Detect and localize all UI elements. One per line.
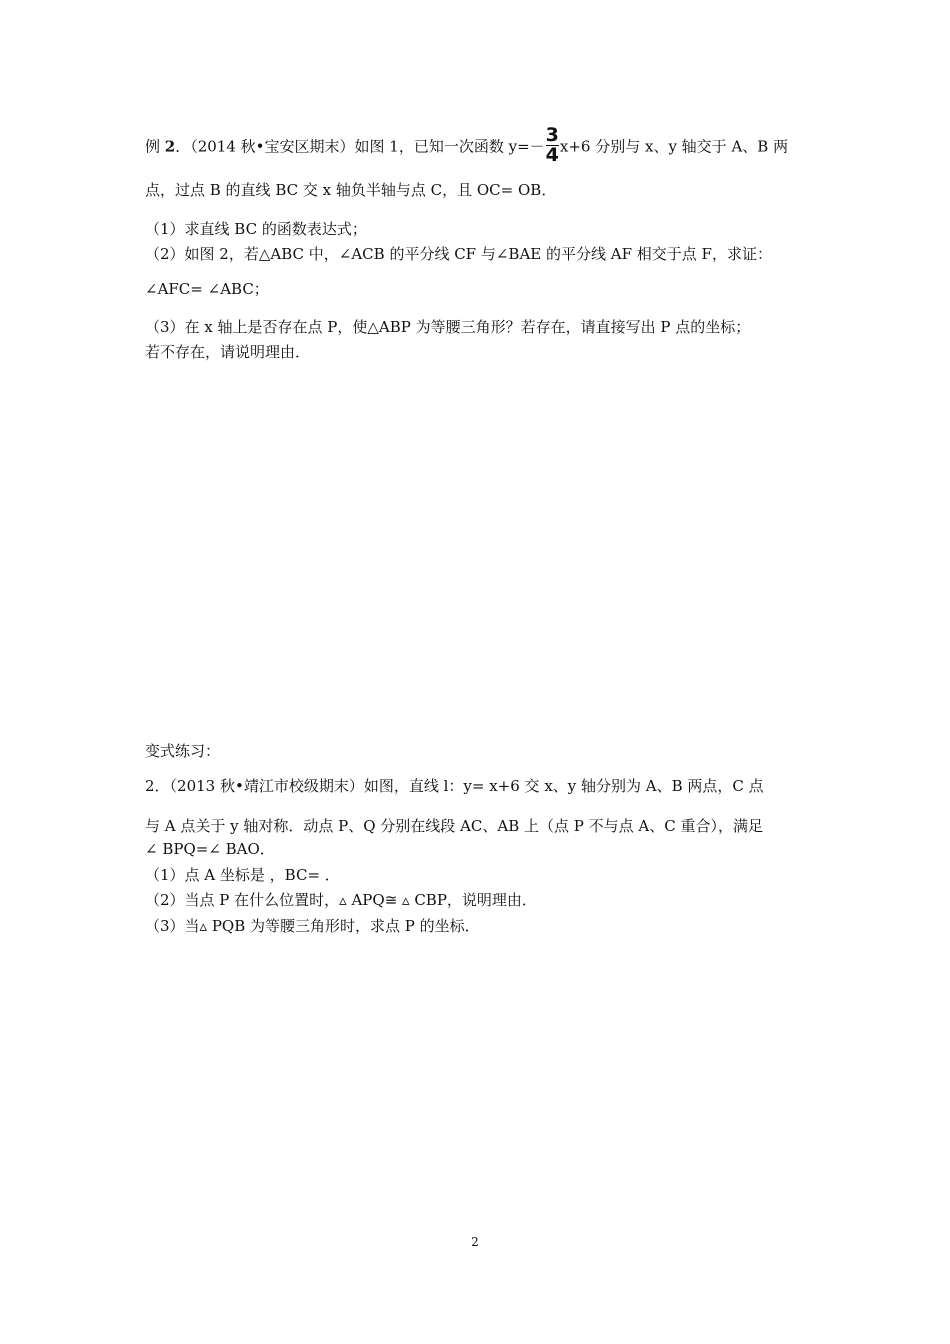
example-2-line-2: 点，过点 B 的直线 BC 交 x 轴负半轴与点 C，且 OC= OB．	[145, 181, 557, 199]
example-2-question-1: （1）求直线 BC 的函数表达式；	[145, 220, 367, 238]
fraction-numerator: 3	[545, 124, 559, 146]
variant-question-3: （3）当▵ PQB 为等腰三角形时，求点 P 的坐标．	[145, 917, 480, 935]
example-2-question-2-continued: ∠AFC= ∠ABC；	[145, 280, 269, 298]
variant-line-1: 2．（2013 秋•靖江市校级期末）如图，直线 l：y= x+6 交 x、y 轴分别为 A、B 两点，C 点	[145, 777, 764, 795]
example-label-prefix: 例	[145, 137, 165, 156]
example-line-1-text-a: ．（2014 秋•宝安区期末）如图 1，已知一次函数 y=－	[175, 137, 545, 156]
example-2-line-1	[145, 124, 789, 167]
example-2-question-2: （2）如图 2，若△ABC 中，∠ACB 的平分线 CF 与∠BAE 的平分线 AF 相交于点 F，求证：	[145, 245, 772, 263]
variant-line-3: ∠ BPQ=∠ BAO．	[145, 840, 275, 858]
example-2-question-3-continued: 若不存在，请说明理由．	[145, 343, 311, 361]
variant-line-2: 与 A 点关于 y 轴对称．动点 P、Q 分别在线段 AC、AB 上（点 P 不与点 A、C 重合），满足	[145, 817, 763, 835]
fraction-denominator: 4	[545, 144, 559, 166]
variant-question-2: （2）当点 P 在什么位置时，▵ APQ≅ ▵ CBP，说明理由．	[145, 891, 537, 909]
example-line-1-text-b: x+6 分别与 x、y 轴交于 A、B 两	[559, 137, 789, 156]
variant-question-1: （1）点 A 坐标是 ，BC= ．	[145, 866, 340, 884]
page-number: 2	[471, 1235, 479, 1249]
variant-heading: 变式练习：	[145, 742, 221, 760]
example-label-number: 2	[164, 137, 176, 156]
fraction-three-fourths	[546, 126, 559, 165]
example-2-question-3: （3）在 x 轴上是否存在点 P，使△ABP 为等腰三角形？若存在，请直接写出 P 点的坐标；	[145, 318, 751, 336]
